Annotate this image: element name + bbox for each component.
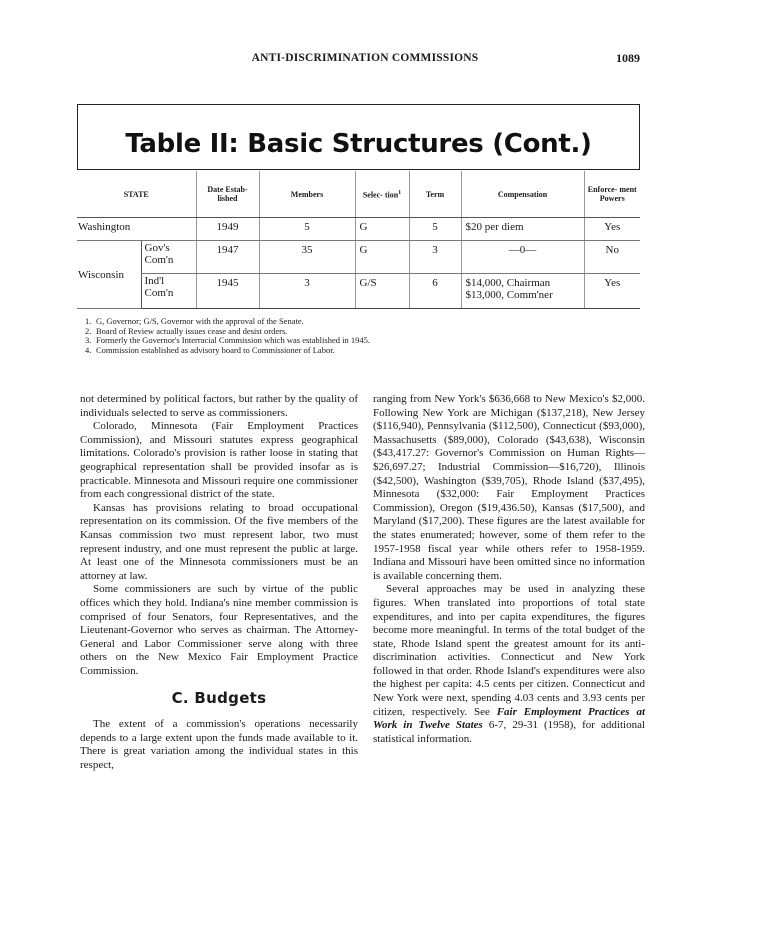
cell-powers: No [584,241,640,274]
section-heading: C. Budgets [171,689,267,708]
footnote-number: 3. [85,335,92,345]
cell-term: 3 [409,241,461,274]
cell-state: Washington [77,218,196,241]
cell-substate: Ind'l Com'n [141,274,196,309]
cell-date: 1947 [196,241,259,274]
body-paragraph: ranging from New York's $636,668 to New Mexico's $2,000. Following New York are Michigan ($137,218), New Jersey ($116,940), Pennsylvania ($112,500), Connecticut ($93,000), Massachusetts ($89,000), Colorado ($43,638), Wisconsin ($43,417.27: Governor's Commission on Human Rights—$26,697.27; Industrial Commission—$16,720), Illinois ($42,500), Washington ($39,705), Rhode Island ($37,495), Minnesota ($32,000: Fair Employment Practices Commission), Oregon ($19,436.50), Kansas ($17,500), and Maryland ($17,200). These figures are the latest available for the states enumerated; however, some of them refer to the 1957-1958 fiscal year while others refer to 1958-1959. Indiana and Missouri have been omitted since no information is available concerning them. [373,393,645,582]
table-header-row [77,171,640,218]
footnote-number: 4. [85,344,92,355]
body-paragraph: The extent of a commission's operations necessarily depends to a large extent upon the funds made available to it. There is great variation among the individual states in this respect, [80,718,358,771]
cell-compensation: $20 per diem [461,218,584,241]
table-title-box [77,104,640,170]
left-column [80,393,358,772]
header-term: Term [409,171,461,218]
header-selection-label: Selec- tion [362,190,399,200]
footnote-number: 2. [85,325,92,336]
body-paragraph: Some commissioners are such by virtue of the public offices which they hold. Indiana's nine member commission is comprised of four Senators, four Representatives, and the Lieutenant-Governor who serves as chairman. The Attorney-General and Labor Commissioner serve along with three others on the New Mexico Fair Employment Practice Commission. [80,583,358,677]
cell-selection: G/S [355,274,409,309]
cell-powers: Yes [584,274,640,309]
footnote-text: G, Governor; G/S, Governor with the approval of the Senate. [96,316,304,326]
table-row [77,241,640,274]
page-number: 1089 [616,51,640,65]
table-title: Table II: Basic Structures (Cont.) [125,129,592,159]
header-selection [355,171,409,218]
table-row [77,274,640,309]
paragraph-text: Several approaches may be used in analyzing these figures. When translated into proportions of total state expenditures, and into per capita expenditures, the figures become more meaningful. In terms of the total budget of the state, Rhode Island spent the greatest amount for its anti-discrimination activities. Connecticut and New York followed in that order. Rhode Island's expenditures were also the highest per capita: 4.5 cents per citizen. Connecticut and New York were next, spending 4.03 cents and 3.93 cents per citizen, respectively. See [373,583,645,718]
header-selection-footnote: 1 [398,189,402,196]
cell-state: Wisconsin [77,241,141,309]
cell-date: 1949 [196,218,259,241]
footnote [85,346,370,356]
header-state: STATE [77,171,196,218]
cell-members: 35 [259,241,355,274]
cell-members: 5 [259,218,355,241]
body-paragraph [373,583,645,746]
cell-date: 1945 [196,274,259,309]
body-paragraph: Colorado, Minnesota (Fair Employment Practices Commission), and Missouri statutes express geographical limitations. Colorado's provision is rather loose in stating that geographical representation shall be provided insofar as is practicable. Minnesota and Missouri require one commissioner from each congressional district of the state. [80,420,358,501]
header-compensation: Compensation [461,171,584,218]
basic-structures-table [77,171,640,309]
header-date-established: Date Estab- lished [196,171,259,218]
header-members: Members [259,171,355,218]
cell-term: 6 [409,274,461,309]
cell-compensation [461,274,584,309]
cell-term: 5 [409,218,461,241]
footnote-text: Formerly the Governor's Interracial Commission which was established in 1945. [96,335,370,345]
paragraph-text: 6-7, 29-31 (1958), for additional statistical information. [373,719,646,745]
header-enforcement-powers: Enforce- ment Powers [584,171,640,218]
cell-compensation: —0— [461,241,584,274]
footnote-number: 1. [85,316,92,326]
body-paragraph: not determined by political factors, but rather by the quality of individuals selected to serve as commissioners. [80,393,358,419]
cell-members: 3 [259,274,355,309]
compensation-line: $14,000, Chairman [465,277,551,289]
table-row [77,218,640,241]
table-footnotes [85,317,370,355]
footnote-text: Board of Review actually issues cease and desist orders. [96,325,288,336]
cell-substate: Gov's Com'n [141,241,196,274]
body-paragraph: Kansas has provisions relating to broad occupational representation on its commission. Of the five members of the Kansas commission two must represent labor, two must represent industry, and one must represent the public at large. At least one of the Minnesota commissioners must be an attorney at law. [80,501,358,582]
running-head: ANTI-DISCRIMINATION COMMISSIONS [251,52,479,64]
cell-powers: Yes [584,218,640,241]
cited-title: Fair Employment Practices at Work in Twelve States [373,705,645,732]
footnote-text: Commission established as advisory board to Commissioner of Labor. [96,344,335,355]
right-column [373,393,645,746]
cell-selection: G [355,218,409,241]
cell-selection: G [355,241,409,274]
compensation-line: $13,000, Comm'ner [465,289,553,301]
